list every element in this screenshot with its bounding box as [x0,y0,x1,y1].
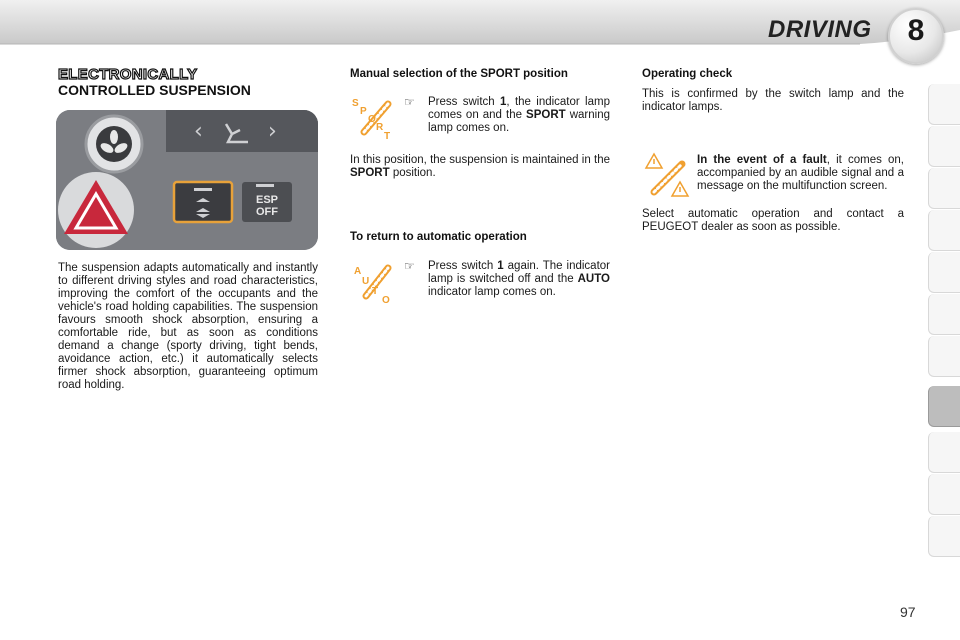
section-title-line2: CONTROLLED SUSPENSION [58,82,251,98]
sport-position-text: In this position, the suspension is maintained in the SPORT position. [350,154,610,179]
fault-text: In the event of a fault, it comes on, accompanied by an audible signal and a message on the multifunction screen. [697,154,905,192]
svg-text:S: S [352,98,359,109]
svg-text:O: O [368,114,376,125]
svg-text:‹: ‹ [194,119,203,144]
arrow-bullet-icon: ☞ [404,95,415,109]
esp-off-label: OFF [256,206,278,218]
side-tab-active[interactable] [928,386,960,427]
auto-heading: To return to automatic operation [350,231,527,243]
side-tab[interactable] [928,474,960,515]
auto-indicator-icon [350,258,398,306]
sport-heading: Manual selection of the SPORT position [350,68,568,80]
esp-label: ESP [255,194,279,206]
side-tab[interactable] [928,210,960,251]
fault-action-paragraph: Select automatic operation and contact a PEUGEOT dealer as soon as possible. [642,208,904,233]
svg-text:R: R [376,122,384,133]
chapter-number: 8 [907,14,925,47]
svg-text:T: T [372,286,379,297]
auto-instruction: Press switch 1 again. The indicator lamp is switched off and the AUTO indicator lamp comes on. [428,260,610,298]
check-paragraph: This is confirmed by the switch lamp and the indicator lamps. [642,88,904,113]
check-heading: Operating check [642,68,733,80]
chapter-title: DRIVING [768,16,872,43]
sport-indicator-icon [350,94,398,142]
side-tab[interactable] [928,432,960,473]
side-tab[interactable] [928,84,960,125]
side-tab[interactable] [928,336,960,377]
side-tab[interactable] [928,252,960,293]
svg-text:U: U [362,276,370,287]
side-tab[interactable] [928,168,960,209]
side-tab[interactable] [928,126,960,167]
dashboard-switch-photo [56,110,318,250]
section-title-line1: ELECTRONICALLY [58,66,198,83]
sport-instruction: Press switch 1, the indicator lamp comes on and the SPORT warning lamp comes on. [428,96,610,134]
page-number: 97 [900,604,916,620]
svg-text:O: O [382,295,390,306]
side-tab[interactable] [928,516,960,557]
fault-warning-icon [642,152,692,200]
svg-text:›: › [268,119,277,144]
svg-text:A: A [354,266,362,277]
intro-paragraph: The suspension adapts automatically and instantly to different driving styles and road characteristics, improving the comfort of the occupants and the vehicle's road holding capabilities. The suspension favours smooth shock absorption, ensuring a comfortable ride, but as soon as conditions demand a change (sporty driving, tight bends, avoidance action, etc.) it automatically selects firmer shock absorption, guaranteeing optimum road holding. [58,262,318,391]
side-tab[interactable] [928,294,960,335]
svg-text:P: P [360,106,367,117]
arrow-bullet-icon: ☞ [404,259,415,273]
svg-text:T: T [384,131,391,142]
